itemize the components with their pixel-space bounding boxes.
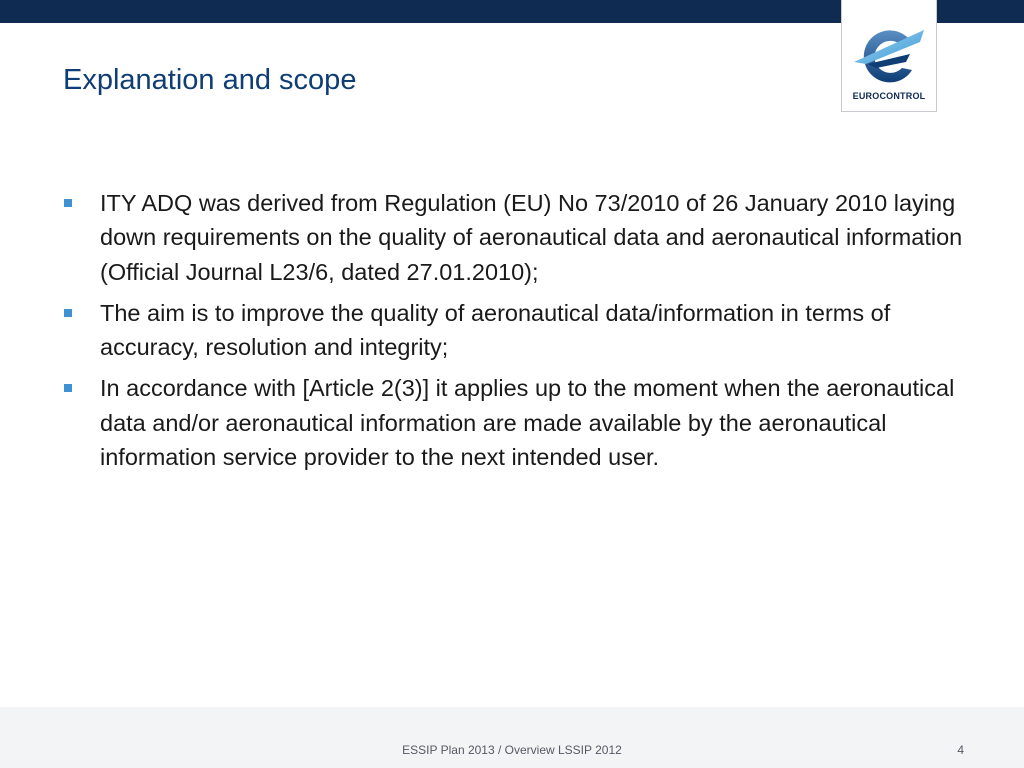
square-bullet-icon [64, 309, 72, 317]
eurocontrol-logo-icon [850, 24, 928, 88]
footer-band [0, 707, 1024, 768]
square-bullet-icon [64, 199, 72, 207]
bullet-item [63, 186, 968, 289]
bullet-list [63, 186, 968, 481]
slide-title: Explanation and scope [63, 64, 357, 96]
bullet-text: ITY ADQ was derived from Regulation (EU) No 73/2010 of 26 January 2010 laying down requirements on the quality of aeronautical data and aeronautical information (Official Journal L23/6, dated 27.01.2010); [100, 190, 963, 285]
square-bullet-icon [64, 384, 72, 392]
eurocontrol-logo [841, 0, 937, 112]
footer-text: ESSIP Plan 2013 / Overview LSSIP 2012 [402, 743, 622, 757]
page-number: 4 [957, 743, 964, 757]
logo-wordmark: EUROCONTROL [852, 91, 926, 101]
bullet-text: In accordance with [Article 2(3)] it applies up to the moment when the aeronautical data and/or aeronautical information are made available by the aeronautical information service provider to the next intended user. [100, 375, 955, 471]
bullet-text: The aim is to improve the quality of aeronautical data/information in terms of accuracy, resolution and integrity; [100, 299, 891, 361]
bullet-item [63, 371, 968, 474]
bullet-item [63, 296, 968, 365]
